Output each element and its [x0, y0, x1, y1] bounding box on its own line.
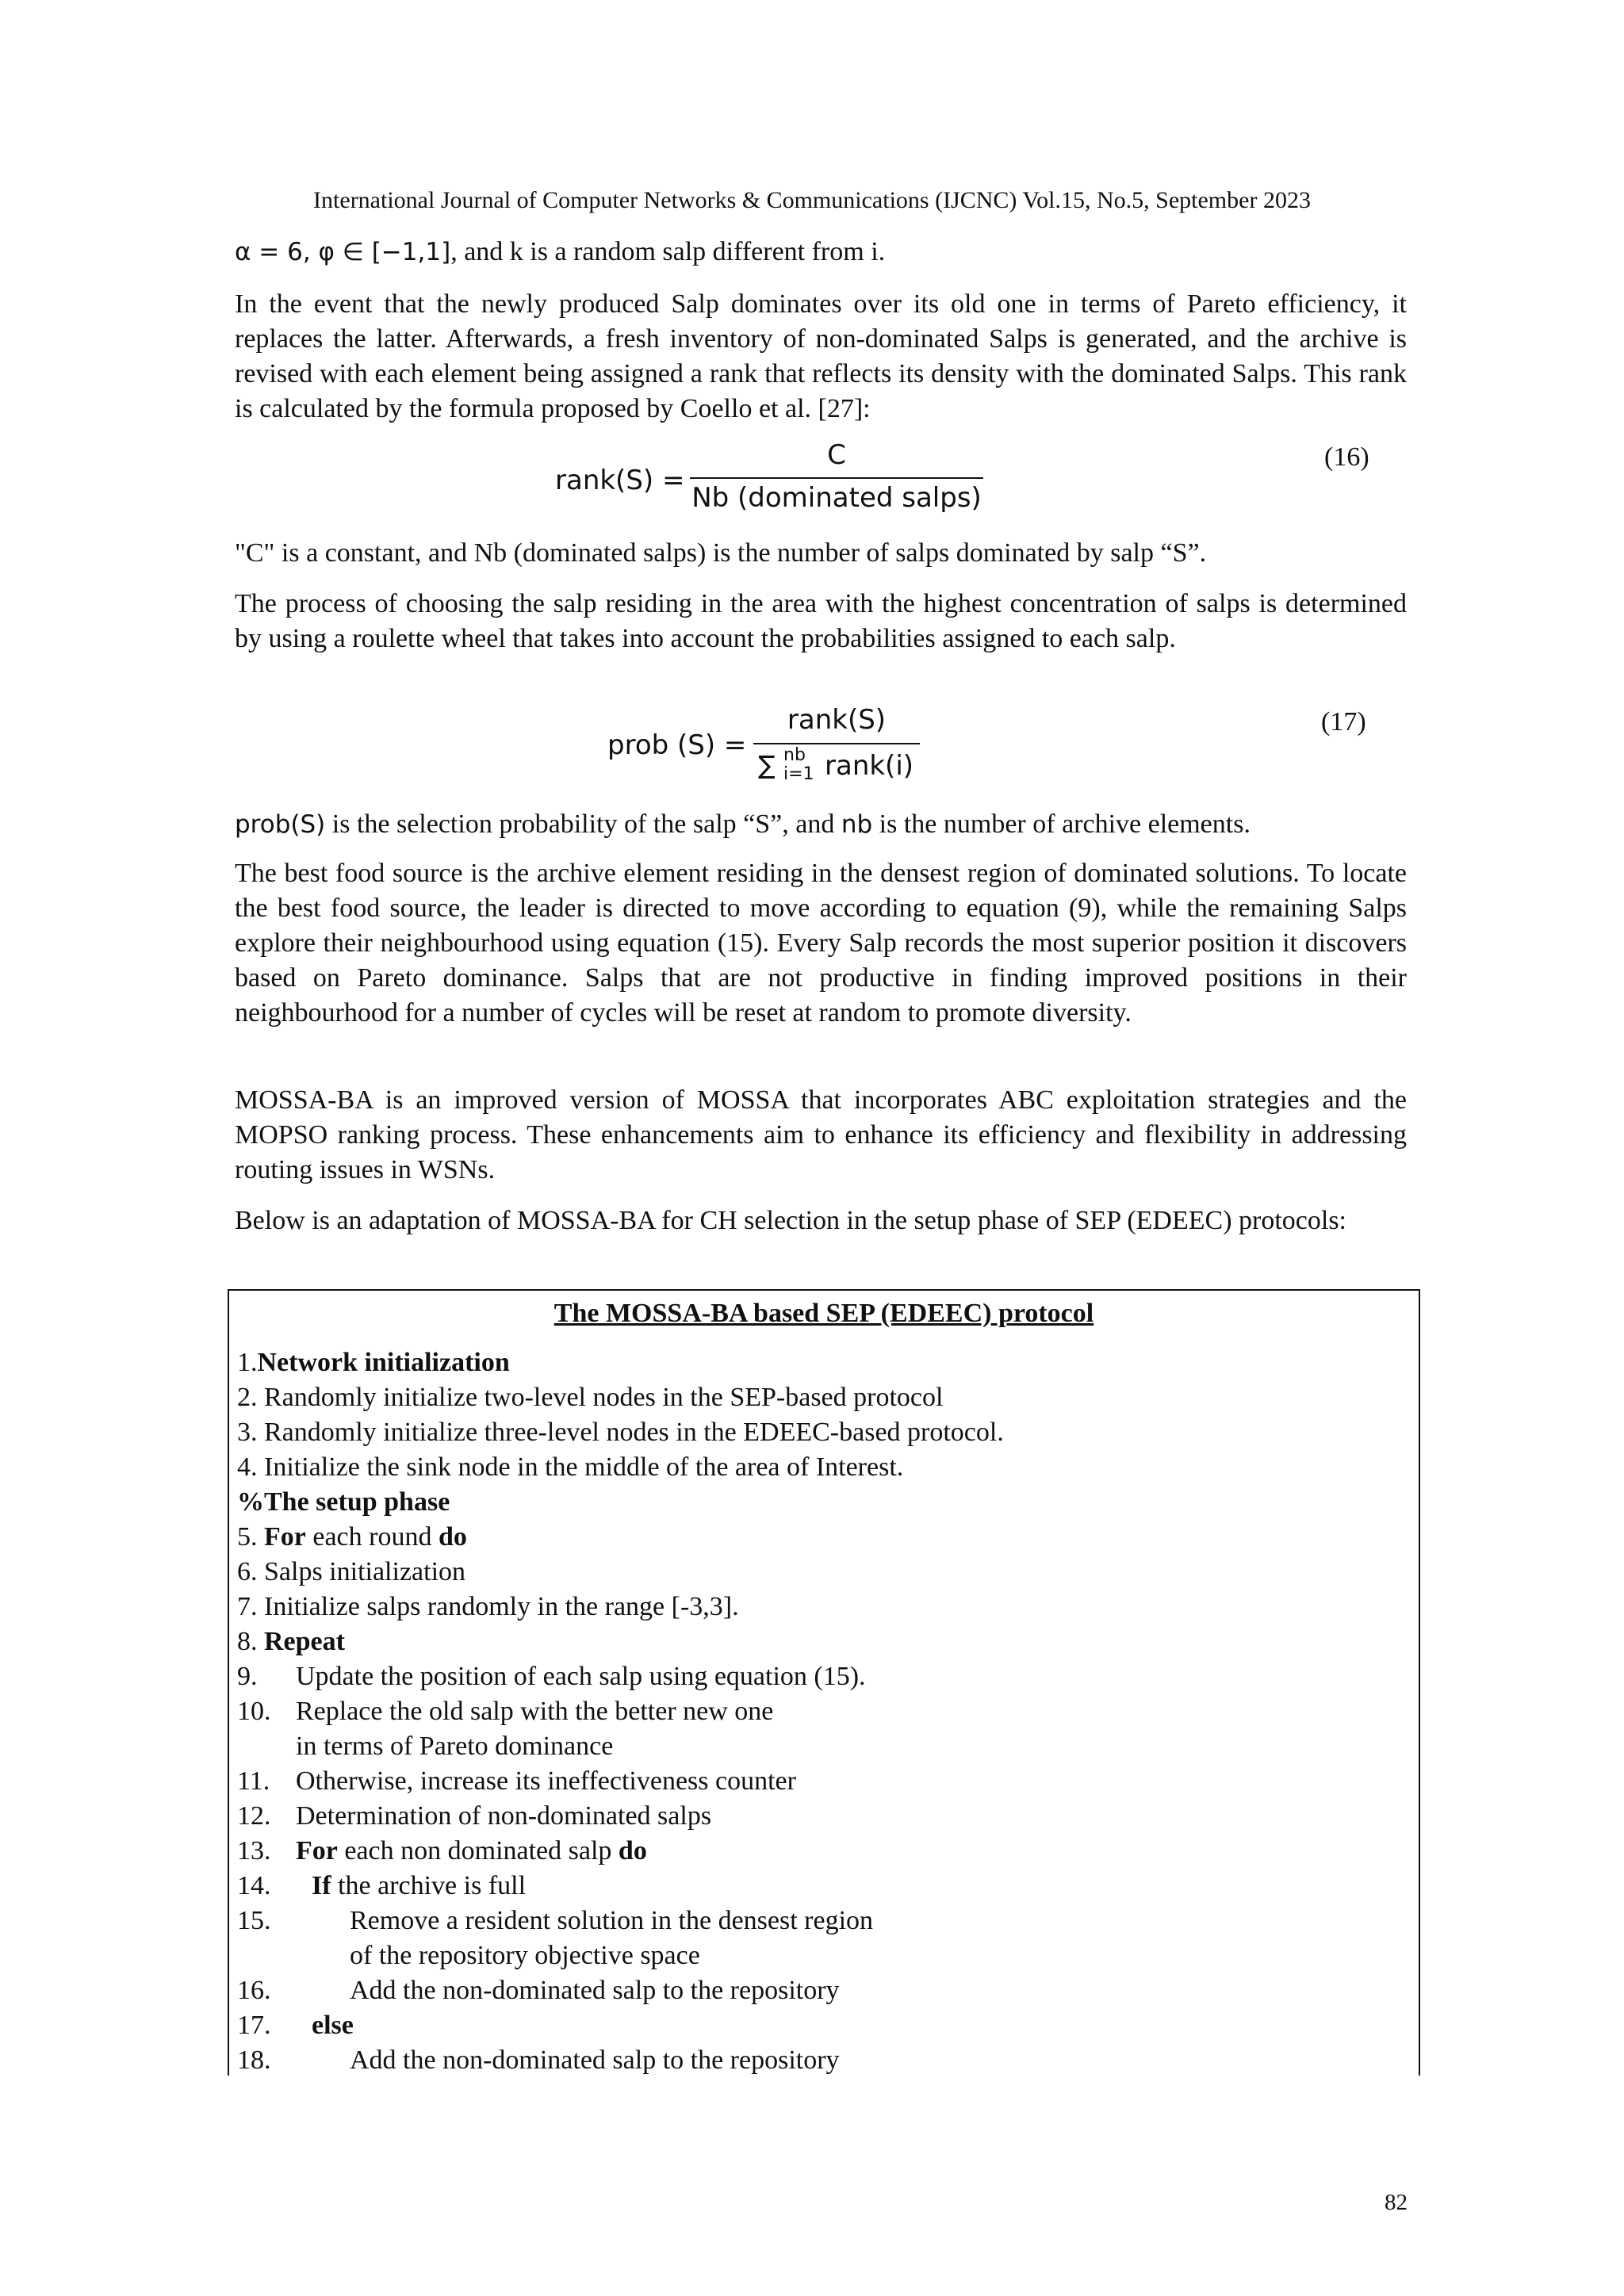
- alpha-line-text: , and k is a random salp different from i.: [450, 237, 886, 266]
- algo-line-8-number: 8.: [237, 1627, 264, 1656]
- algo-keyword-for-2: For: [296, 1836, 338, 1866]
- eq17-number: (17): [1321, 707, 1366, 737]
- eq16-numerator: C: [827, 439, 846, 471]
- paragraph-constant-c: "C" is a constant, and Nb (dominated salps) is the number of salps dominated by salp “S”.: [235, 538, 1207, 568]
- algo-line-10-number: 10.: [237, 1697, 271, 1726]
- algo-line-14-rest: the archive is full: [331, 1871, 527, 1900]
- eq16-fraction-bar: [690, 477, 983, 479]
- eq16-lhs: rank(S) =: [555, 465, 685, 496]
- paragraph-pareto-rank: In the event that the newly produced Salp dominates over its old one in terms of Pareto efficiency, it replaces the latter. Afterwards, a fresh inventory of non-dominated Salps is generated, and the archive is revised with each element being assigned a rank that reflects its density with the dominated Salps. This rank is calculated by the formula proposed by Coello et al. [27]:: [235, 289, 1407, 423]
- algo-line-8: [237, 1627, 345, 1657]
- prob-math: prob(S): [235, 810, 326, 839]
- algorithm-box: [228, 1289, 1420, 2076]
- algo-keyword-do-2: do: [618, 1836, 647, 1866]
- journal-header: International Journal of Computer Networks & Communications (IJCNC) Vol.15, No.5, September 2023: [313, 187, 1311, 213]
- algo-line-7: 7. Initialize salps randomly in the range [-3,3].: [237, 1592, 739, 1621]
- algo-line-17-number: 17.: [237, 2011, 271, 2040]
- algo-line-9-number: 9.: [237, 1662, 258, 1691]
- algo-line-13-number: 13.: [237, 1836, 271, 1866]
- algo-line-5-number: 5.: [237, 1522, 264, 1552]
- alpha-phi-math: α = 6, φ ∈ [−1,1]: [235, 238, 451, 266]
- eq17-lhs: prob (S) =: [607, 729, 747, 761]
- algo-line-2: 2. Randomly initialize two-level nodes in the SEP-based protocol: [237, 1383, 944, 1412]
- algo-line-3: 3. Randomly initialize three-level nodes in the EDEEC-based protocol.: [237, 1418, 1004, 1447]
- algo-line-4: 4. Initialize the sink node in the middle of the area of Interest.: [237, 1452, 904, 1482]
- algo-line-16-number: 16.: [237, 1976, 271, 2005]
- algo-line-12-number: 12.: [237, 1801, 271, 1831]
- nb-math: nb: [841, 810, 873, 839]
- prob-text-2: is the number of archive elements.: [872, 809, 1251, 839]
- algo-line-1-text: Network initialization: [257, 1348, 510, 1377]
- prob-line: [235, 807, 1407, 842]
- algo-line-13-text: [296, 1836, 647, 1866]
- algo-line-15-continuation: of the repository objective space: [350, 1941, 700, 1970]
- algo-line-18-number: 18.: [237, 2045, 271, 2075]
- eq17-sum-upper: nb: [783, 745, 806, 765]
- algo-keyword-repeat: Repeat: [264, 1627, 345, 1656]
- eq17-sum-lower: i=1: [783, 764, 814, 784]
- algo-line-11-text: Otherwise, increase its ineffectiveness counter: [296, 1766, 796, 1796]
- algo-line-15-number: 15.: [237, 1906, 271, 1935]
- paragraph-roulette: The process of choosing the salp residing in the area with the highest concentration of salps is determined by using a roulette wheel that takes into account the probabilities assigned to each salp.: [235, 589, 1407, 653]
- algo-line-13-mid: each non dominated salp: [337, 1836, 619, 1866]
- eq17-fraction-bar: [753, 743, 920, 744]
- algo-setup-phase: %The setup phase: [237, 1487, 450, 1517]
- eq16-number: (16): [1324, 442, 1369, 472]
- algo-line-5-text: each round: [305, 1522, 439, 1552]
- algo-line-18-text: Add the non-dominated salp to the repository: [350, 2045, 840, 2075]
- algo-line-14-number: 14.: [237, 1871, 271, 1900]
- alpha-line: [235, 235, 1407, 270]
- algo-keyword-do: do: [438, 1522, 467, 1552]
- paragraph-adaptation: Below is an adaptation of MOSSA-BA for CH selection in the setup phase of SEP (EDEEC) protocols:: [235, 1206, 1347, 1235]
- algo-line-16-text: Add the non-dominated salp to the repository: [350, 1976, 840, 2005]
- algo-line-1-number: 1.: [237, 1348, 258, 1377]
- paragraph-mossa-ba: MOSSA-BA is an improved version of MOSSA that incorporates ABC exploitation strategies and the MOPSO ranking process. These enhancements aim to enhance its efficiency and flexibility in addressing routing issues in WSNs.: [235, 1085, 1407, 1184]
- algo-line-9-text: Update the position of each salp using equation (15).: [296, 1662, 866, 1691]
- eq17-denominator-tail: rank(i): [825, 750, 914, 782]
- prob-text-1: is the selection probability of the salp “S”, and: [325, 809, 841, 839]
- eq16-denominator: Nb (dominated salps): [691, 482, 982, 514]
- algo-line-5: [237, 1522, 467, 1552]
- algo-keyword-for: For: [264, 1522, 306, 1552]
- algo-keyword-else: else: [312, 2011, 354, 2040]
- algo-line-10-continuation: in terms of Pareto dominance: [296, 1732, 614, 1761]
- eq17-numerator: rank(S): [787, 704, 887, 736]
- algo-line-12-text: Determination of non-dominated salps: [296, 1801, 712, 1831]
- algo-line-6: 6. Salps initialization: [237, 1557, 466, 1586]
- page-number: 82: [1385, 2190, 1408, 2215]
- algo-line-15-text: Remove a resident solution in the densest region: [350, 1906, 874, 1935]
- eq17-sum-symbol: ∑: [758, 750, 776, 780]
- algo-line-14-text: [312, 1871, 526, 1901]
- paragraph-food-source: The best food source is the archive element residing in the densest region of dominated solutions. To locate the best food source, the leader is directed to move according to equation (9), while the remaining Salps explore their neighbourhood using equation (15). Every Salp records the most superior position it discovers based on Pareto dominance. Salps that are not productive in finding improved positions in their neighbourhood for a number of cycles will be reset at random to promote diversity.: [235, 859, 1407, 1027]
- algo-keyword-if: If: [312, 1871, 331, 1900]
- algo-line-11-number: 11.: [237, 1766, 270, 1796]
- algo-line-10-text: Replace the old salp with the better new one: [296, 1697, 774, 1726]
- algorithm-title: The MOSSA-BA based SEP (EDEEC) protocol: [553, 1299, 1094, 1328]
- algo-line-1: [237, 1348, 510, 1378]
